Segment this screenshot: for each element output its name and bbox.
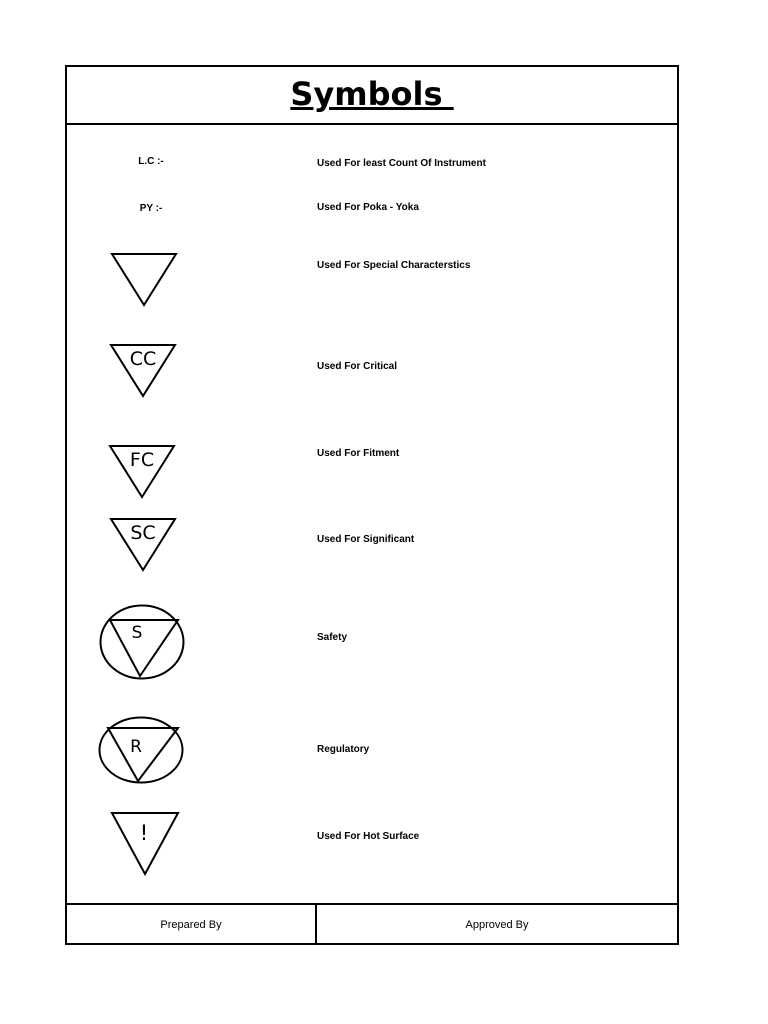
lc-description: Used For least Count Of Instrument: [317, 158, 486, 169]
lc-code: L.C :-: [138, 156, 164, 167]
approved-by-label: Approved By: [465, 919, 529, 931]
special-description: Used For Special Characterstics: [317, 260, 471, 271]
hot-surface-description: Used For Hot Surface: [317, 831, 420, 842]
symbols-sheet: [65, 65, 679, 945]
regulatory-circle-triangle-icon: [98, 716, 184, 784]
hot-surface-mark: !: [139, 821, 149, 845]
safety-circle-triangle-icon: [99, 604, 185, 680]
sc-triangle-icon: [110, 518, 176, 572]
hot-surface-triangle-icon: [111, 812, 179, 876]
regulatory-mark: R: [130, 737, 142, 757]
prepared-by-cell: [67, 905, 317, 945]
fc-mark: FC: [129, 449, 155, 471]
significant-description: Used For Significant: [317, 534, 415, 545]
sc-mark: SC: [130, 522, 156, 544]
cc-mark: CC: [129, 348, 157, 370]
prepared-by-label: Prepared By: [160, 919, 222, 931]
py-code: PY :-: [139, 203, 163, 214]
approved-by-cell: [317, 905, 677, 945]
critical-description: Used For Critical: [317, 361, 398, 372]
safety-mark: S: [131, 623, 143, 643]
page-title: Symbols: [290, 75, 454, 113]
safety-description: Safety: [317, 632, 348, 643]
signature-footer: [67, 903, 677, 945]
regulatory-description: Regulatory: [317, 744, 370, 755]
fc-triangle-icon: [109, 445, 175, 499]
title-bar: [67, 67, 677, 125]
cc-triangle-icon: [110, 344, 176, 398]
py-description: Used For Poka - Yoka: [317, 202, 419, 213]
plain-triangle-icon: [111, 253, 177, 307]
fitment-description: Used For Fitment: [317, 448, 400, 459]
